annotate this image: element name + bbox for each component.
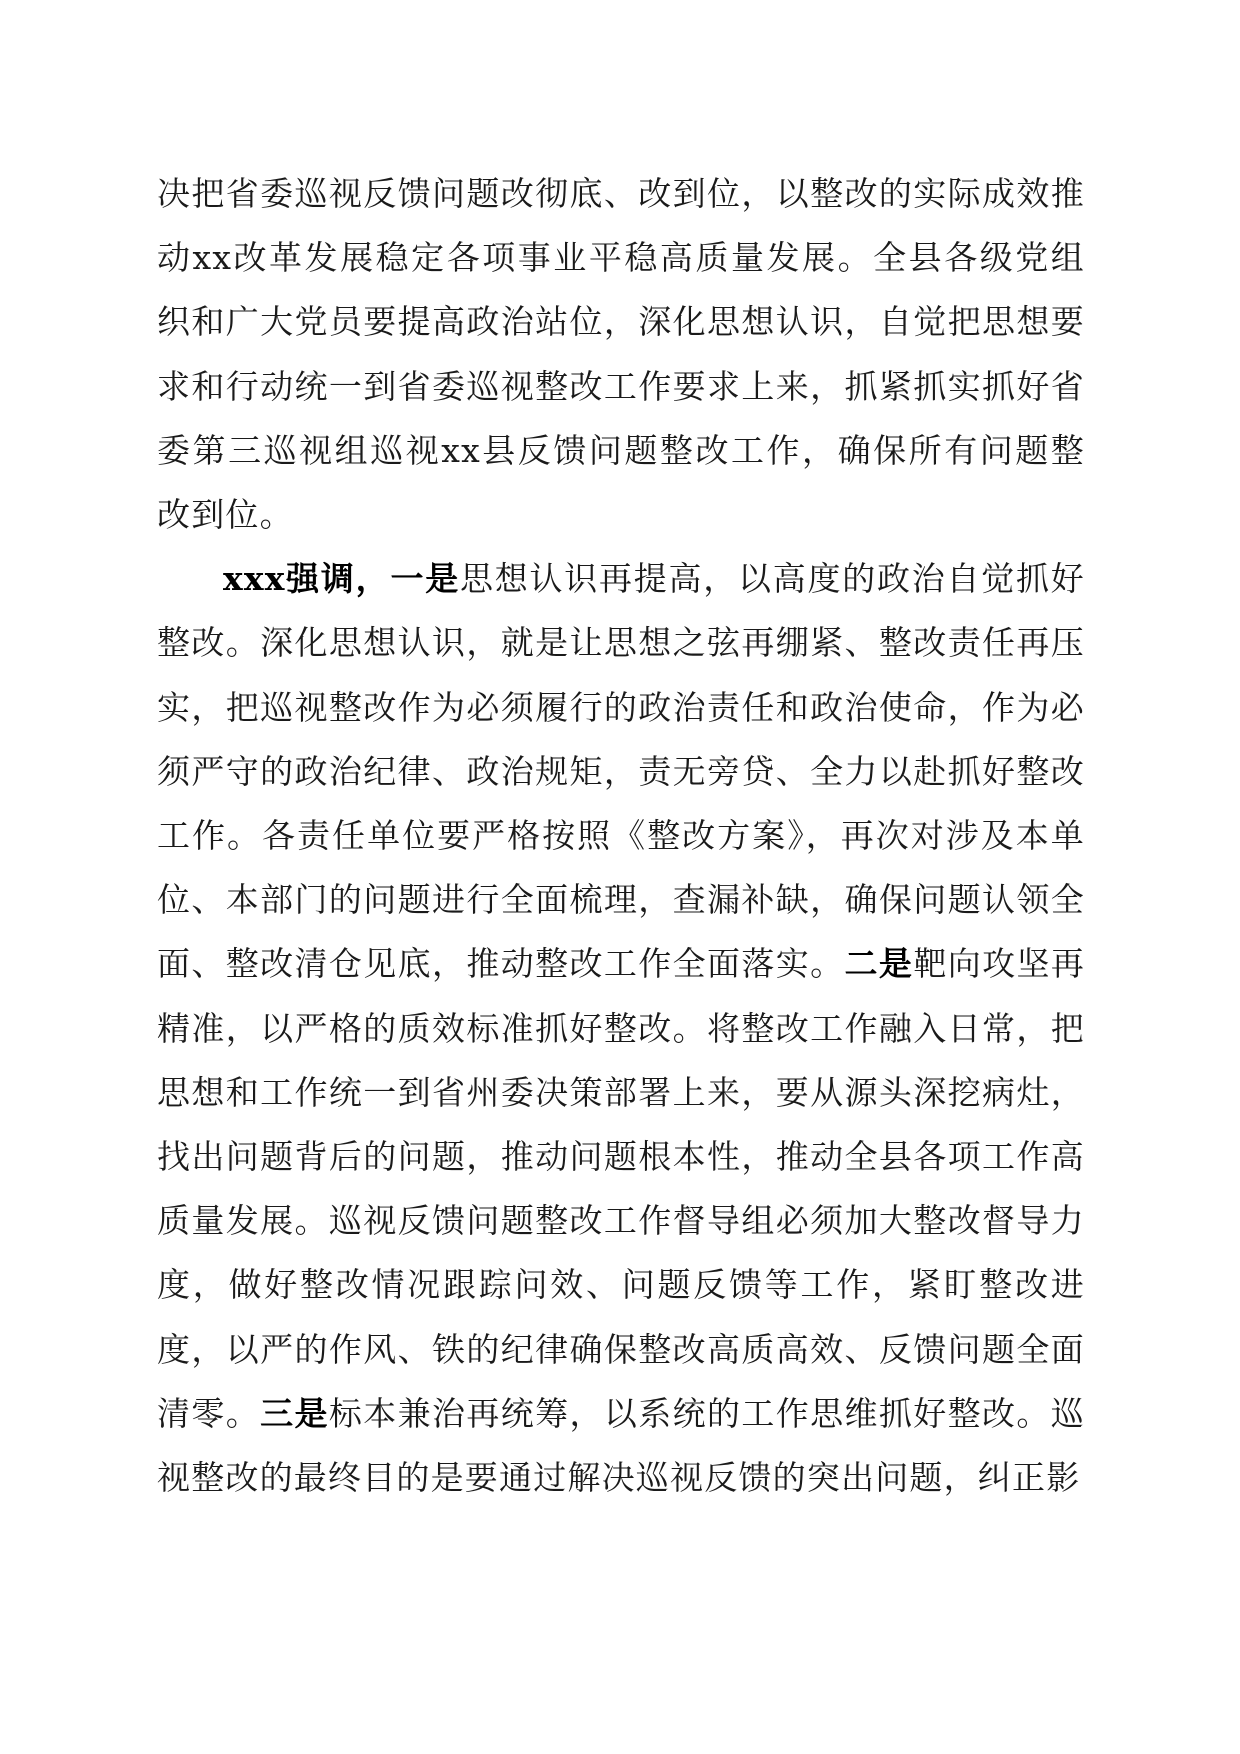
point-1-label: 一是 — [390, 559, 460, 599]
point-3-label: 三是 — [260, 1393, 329, 1433]
speaker-lead: xxx强调， — [223, 559, 391, 599]
point-1-text: 思想认识再提高，以高度的政治自觉抓好整改。深化思想认识，就是让思想之弦再绷紧、整改责任再压实，把巡视整改作为必须履行的政治责任和政治使命，作为必须严守的政治纪律、政治规矩，责无旁贷、全力以赴抓好整改工作。各责任单位要严格按照《整改方案》，再次对涉及本单位、本部门的问题进行全面梳理，查漏补缺，确保问题认领全面、整改清仓见底，推动整改工作全面落实。 — [157, 559, 1085, 984]
point-2-label: 二是 — [844, 944, 914, 984]
paragraph-1 — [157, 162, 1085, 547]
point-3-text: 标本兼治再统筹，以系统的工作思维抓好整改。巡视整改的最终目的是要通过解决巡视反馈的突出问题，纠正影 — [157, 1393, 1086, 1498]
paragraph-2 — [157, 547, 1085, 1510]
document-body — [157, 162, 1085, 1510]
paragraph-1-text: 决把省委巡视反馈问题改彻底、改到位，以整改的实际成效推动xx改革发展稳定各项事业平稳高质量发展。全县各级党组织和广大党员要提高政治站位，深化思想认识，自觉把思想要求和行动统一到省委巡视整改工作要求上来，抓紧抓实抓好省委第三巡视组巡视xx县反馈问题整改工作，确保所有问题整改到位。 — [157, 174, 1085, 535]
point-2-text: 靶向攻坚再精准，以严格的质效标准抓好整改。将整改工作融入日常，把思想和工作统一到省州委决策部署上来，要从源头深挖病灶，找出问题背后的问题，推动问题根本性，推动全县各项工作高质量发展。巡视反馈问题整改工作督导组必须加大整改督导力度，做好整改情况跟踪问效、问题反馈等工作，紧盯整改进度，以严的作风、铁的纪律确保整改高质高效、反馈问题全面清零。 — [157, 944, 1086, 1433]
